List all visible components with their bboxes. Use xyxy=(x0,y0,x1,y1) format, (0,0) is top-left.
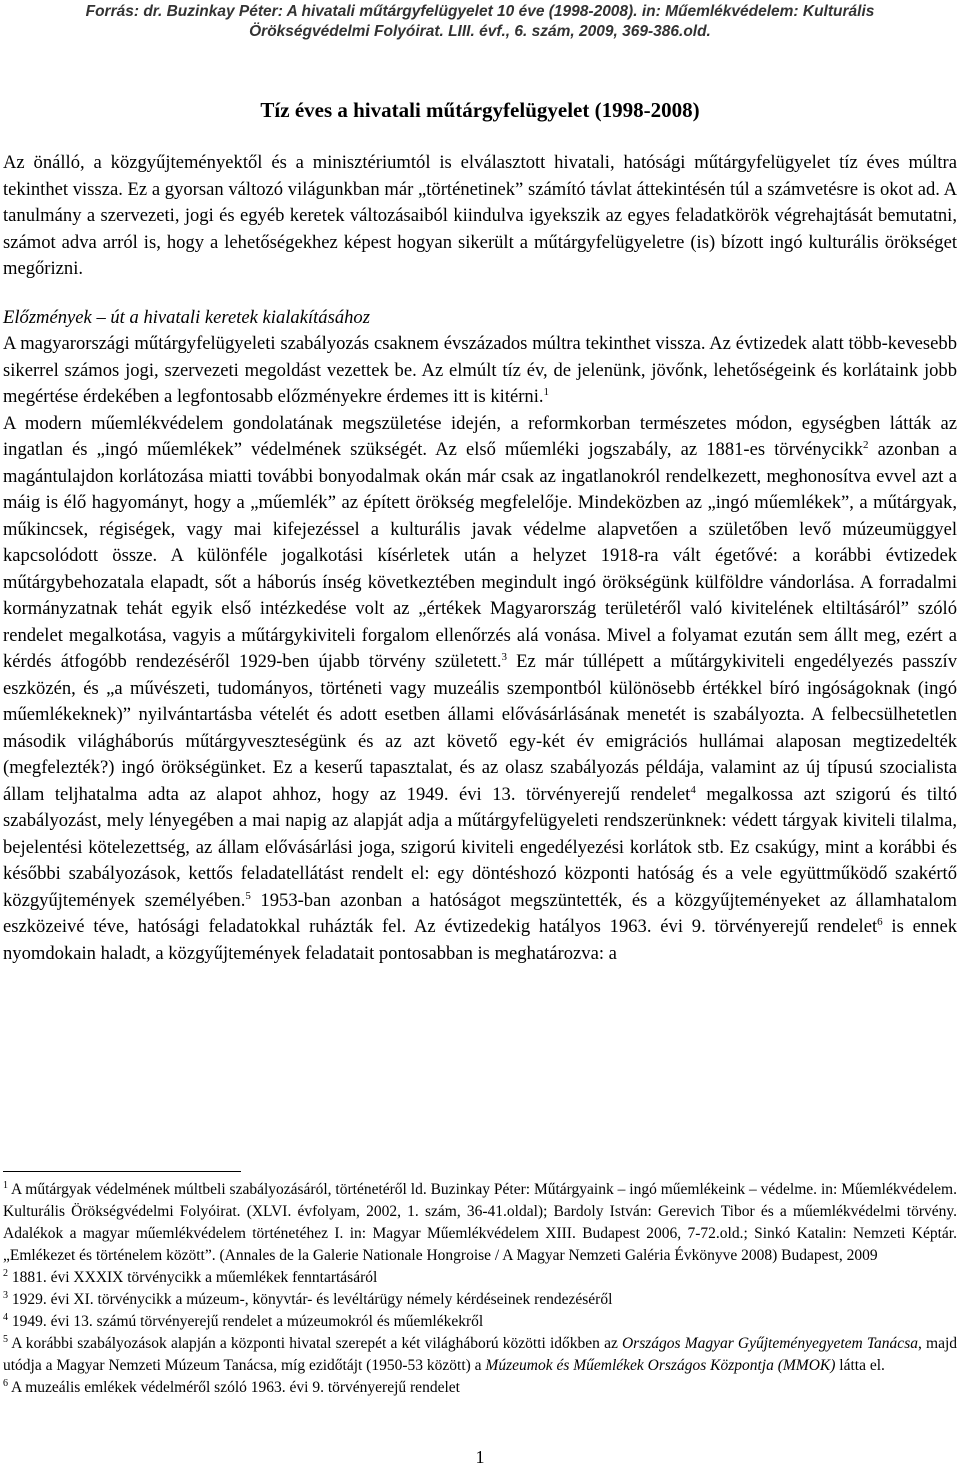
section-heading: Előzmények – út a hivatali keretek kialakításához xyxy=(3,306,370,328)
footnote-5-text-c: látta el. xyxy=(835,1357,885,1374)
source-line-2: Örökségvédelmi Folyóirat. LIII. évf., 6. szám, 2009, 369-386.old. xyxy=(249,23,711,40)
footnote-3-number: 3 xyxy=(3,1289,8,1301)
footnote-2-number: 2 xyxy=(3,1267,8,1279)
page-number: 1 xyxy=(475,1447,485,1467)
footnote-4-number: 4 xyxy=(3,1311,8,1323)
footnote-2-text: 1881. évi XXXIX törvénycikk a műemlékek fenntartásáról xyxy=(8,1269,378,1286)
footnote-6-text: A muzeális emlékek védelméről szóló 1963. évi 9. törvényerejű rendelet xyxy=(8,1379,460,1396)
intro-paragraph: Az önálló, a közgyűjteményektől és a minisztériumtól is elválasztott hivatali, hatósági műtárgyfelügyelet tíz éves múltra tekinthet vissza. Ez a gyorsan változó világunkban már „történetinek” számító távlat áttekintésén túl a számvetésre is okot ad. A tanulmány a szervezeti, jogi és egyéb keretek változásaiból kiindulva igyekszik az egyes feladatkörök végrehajtását bemutatni, számot adva arról is, hogy a lehetőségekhez képest hogyan sikerült a műtárgyfelügyeletre (is) bízott ingó kulturális örökséget megőrizni. xyxy=(3,152,957,279)
source-line-1: Forrás: dr. Buzinkay Péter: A hivatali műtárgyfelügyelet 10 éve (1998-2008). in: Műemlékvédelem: Kulturális xyxy=(85,3,875,20)
footnote-2 xyxy=(3,1267,957,1289)
body-text xyxy=(3,150,957,967)
footnote-ref-5[interactable]: 5 xyxy=(245,889,251,902)
paragraph-2 xyxy=(3,411,957,968)
paragraph-1 xyxy=(3,331,957,411)
footnote-5-text-a: A korábbi szabályozások alapján a központi hivatal szerepét a két világháború közötti időkben az xyxy=(8,1335,622,1352)
document-title: Tíz éves a hivatali műtárgyfelügyelet (1998-2008) xyxy=(260,98,700,122)
paragraph-2-text-f: is ennek nyomdokain haladt, a közgyűjtemények feladatait pontosabban is meghatározva: a xyxy=(3,916,957,964)
paragraph-2-text-e: 1953-ban azonban a hatóságot megszüntették, és a közgyűjteményeket az államhatalom eszközeivé téve, hatósági feladatokkal ruházták fel. Az évtizedekig hatályos 1963. évi 9. törvényerejű rendelet xyxy=(3,889,957,937)
footnote-1-number: 1 xyxy=(3,1179,8,1191)
footnote-5 xyxy=(3,1333,957,1377)
paragraph-2-text-b: azonban a magántulajdon korlátozása miatti további bonyodalmak okán már csak az ingatlanokról rendelkezett, meghonosítva evvel azt a máig is élő hagyományt, hogy a „műemlék” az épített örökség megfelelője. Mindeközben az „ingó műemlékek”, a műtárgyak, műkincsek, régiségek, vagy mai kifejezéssel a kulturális javak védelme alapvetően a születőben levő múzeumüggyel kapcsolódott össze. A különféle jogalkotási kísérletek után a helyzet 1918-ra vált égetővé: a korábbi évtizedek műtárgybehozatala elapadt, sőt a háborús ínség következtében megindult ingó örökségünk külföldre vándorlása. A forradalmi kormányzatnak tehát egyik első intézkedése volt az „értékek Magyarország területéről való kivitelének eltiltásáról” szóló rendelet megalkotása, vagyis a műtárgykiviteli forgalom ellenőrzés alá vonása. Mivel a folyamat ezután sem állt meg, ezért a kérdés átfogóbb rendezéséről 1929-ben újabb törvény született. xyxy=(3,439,957,672)
footnote-4-text: 1949. évi 13. számú törvényerejű rendelet a múzeumokról és műemlékekről xyxy=(8,1313,484,1330)
footnotes xyxy=(3,1179,957,1399)
footnote-ref-3[interactable]: 3 xyxy=(501,650,507,663)
paragraph-2-text-d: megalkossa azt szigorú és tiltó szabályozást, mely lényegében a mai napig az alapját adja a műtárgyfelügyeleti rendszerünknek: védett tárgyak kiviteli tilalma, bejelentési kötelezettség, az állam elővásárlási joga, szigorú kiviteli engedélyezési korlátok stb. Ez csakúgy, mint a korábbi és későbbi szabályozások, kettős feladatellátást rendelt el: egy döntéshozó központi hatóság és a vele együttműködő szakértő közgyűjtemények személyében. xyxy=(3,783,957,911)
footnote-ref-4[interactable]: 4 xyxy=(690,783,696,796)
footnote-3 xyxy=(3,1289,957,1311)
footnote-ref-2[interactable]: 2 xyxy=(863,438,869,451)
footnote-1-text: A műtárgyak védelmének múltbeli szabályozásáról, történetéről ld. Buzinkay Péter: Műtárgyaink – ingó műemlékeink – védelme. in: Műemlékvédelem. Kulturális Örökségvédelmi Folyóirat. (XLVI. évfolyam, 2002, 1. szám, 36-41.oldal); Bardoly István: Gerevich Tibor és a műemlékvédelmi törvény. Adalékok a magyar műemlékvédelem történetéhez I. in: Magyar Műemlékvédelem XIII. Budapest 2006, 7-72.old.; Sinkó Katalin: Nemzeti Képtár. „Emlékezet és történelem között”. (Annales de la Galerie Nationale Hongroise / A Magyar Nemzeti Galéria Évkönyve 2008) Budapest, 2009 xyxy=(3,1181,957,1264)
footnote-1 xyxy=(3,1179,957,1267)
footnote-5-italic-2: Múzeumok és Műemlékek Országos Központja (MMOK) xyxy=(485,1357,836,1374)
footnote-5-number: 5 xyxy=(3,1333,8,1345)
paragraph-gap xyxy=(3,283,957,305)
source-citation xyxy=(0,2,960,42)
footnote-separator xyxy=(3,1171,241,1172)
footnote-ref-1[interactable]: 1 xyxy=(543,385,550,398)
paragraph-2-text-a: A modern műemlékvédelem gondolatának megszületése idején, a reformkorban természetes módon, egységben látták az ingatlan és „ingó műemlékek” védelmének szükségét. Az első műemléki jogszabály, az 1881-es törvénycikk xyxy=(3,412,957,460)
footnote-6-number: 6 xyxy=(3,1377,8,1389)
footnote-5-italic-1: Országos Magyar Gyűjteményegyetem Tanácsa xyxy=(621,1335,918,1352)
footnote-6 xyxy=(3,1377,957,1399)
footnote-4 xyxy=(3,1311,957,1333)
footnote-3-text: 1929. évi XI. törvénycikk a múzeum-, könyvtár- és levéltárügy némely kérdéseinek rendezéséről xyxy=(8,1291,613,1308)
paragraph-1-text: A magyarországi műtárgyfelügyeleti szabályozás csaknem évszázados múltra tekinthet vissza. Az évtizedek alatt több-kevesebb sikerrel számos jogi, szervezeti megoldást vezettek be. Az elmúlt tíz év, de jelenünk, jövőnk, lehetőségeink és korlátaink jobb megértése érdekében a legfontosabb előzményekre érdemes itt is kitérni. xyxy=(3,333,957,407)
footnote-5-text-b: , majd utódja a Magyar Nemzeti Múzeum Tanácsa, míg ezidőtájt (1950-53 között) a xyxy=(3,1335,957,1374)
footnote-ref-6[interactable]: 6 xyxy=(877,915,883,928)
paragraph-2-text-c: Ez már túllépett a műtárgykiviteli engedélyezés passzív eszközén, és „a művészeti, tudományos, történeti vagy muzeális szempontból különösebb értékkel bíró ingóságoknak (ingó műemlékeknek)” nyilvántartásba vételét és adott esetben állami elővásárlásának menetét is szabályozta. A felbecsülhetetlen második világháborús műtárgyveszteségünk és az azt követő egy-két év emigrációs hullámai alaposan megtizedelték (megfelezték?) ingó örökségünket. Ez a keserű tapasztalat, és az olasz szabályozás példája, valamint az új típusú szocialista állam teljhatalma adta az alapot ahhoz, hogy az 1949. évi 13. törvényerejű rendelet xyxy=(3,651,958,805)
